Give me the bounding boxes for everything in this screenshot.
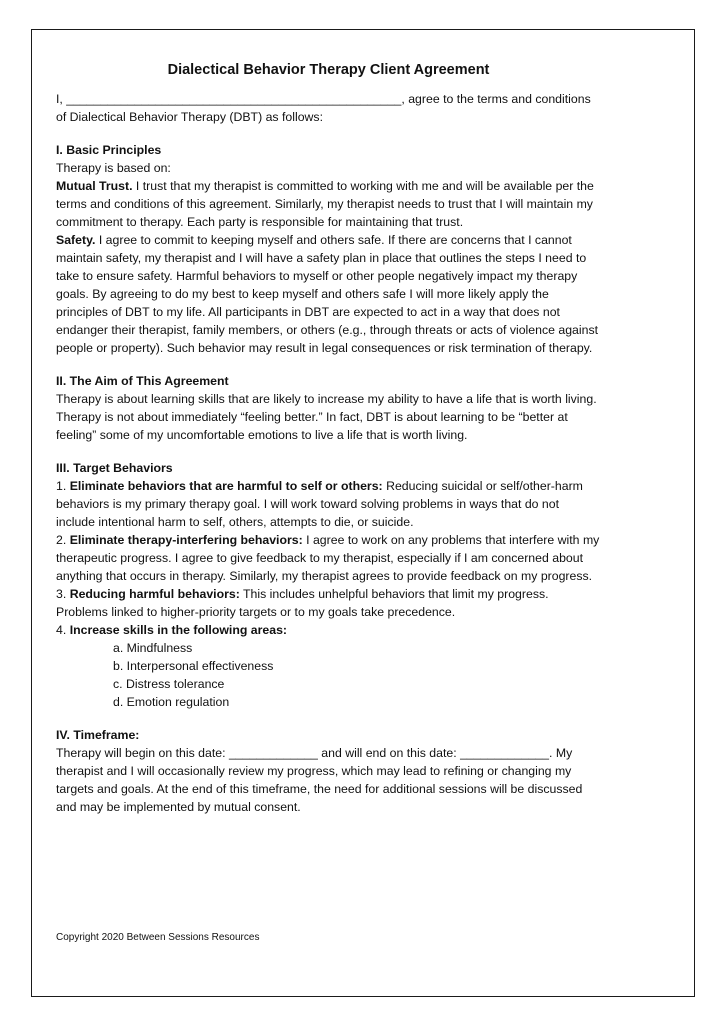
end-date-blank: _____________ xyxy=(460,746,549,760)
end-text: and will end on this date: xyxy=(317,746,461,760)
target-item-3 xyxy=(56,585,601,621)
section-basic-principles xyxy=(56,141,601,357)
document-body xyxy=(56,61,601,816)
section-heading: II. The Aim of This Agreement xyxy=(56,374,229,388)
section-aim xyxy=(56,372,601,444)
safety-paragraph xyxy=(56,231,601,357)
safety-label: Safety. xyxy=(56,233,96,247)
client-name-blank: _________________________________________________ xyxy=(66,92,402,106)
item-text: This includes unhelpful behaviors that limit my progress. Problems linked to higher-priority targets or to my goals take precedence. xyxy=(56,587,549,619)
item-number: 2. xyxy=(56,533,67,547)
intro-paragraph xyxy=(56,90,601,126)
target-item-4 xyxy=(56,621,601,639)
section-heading: I. Basic Principles xyxy=(56,143,162,157)
item-label: Eliminate behaviors that are harmful to self or others: xyxy=(69,479,383,493)
skills-list xyxy=(56,639,601,711)
target-item-1 xyxy=(56,477,601,531)
target-item-2 xyxy=(56,531,601,585)
timeframe-paragraph xyxy=(56,744,601,816)
section-lead: Therapy is based on: xyxy=(56,161,171,175)
document-title: Dialectical Behavior Therapy Client Agreement xyxy=(167,62,490,78)
begin-date-blank: _____________ xyxy=(228,746,318,760)
item-label: Eliminate therapy-interfering behaviors: xyxy=(69,533,303,547)
aim-text: Therapy is about learning skills that are likely to increase my ability to have a life that is worth living. Therapy is not about immediately “feeling better.” In fact, DBT is about learning to be “better at feeling” some of my uncomfortable emotions to live a life that is worth living. xyxy=(56,392,597,442)
item-label: Reducing harmful behaviors: xyxy=(69,587,240,601)
intro-suffix: , agree to the terms and conditions of Dialectical Behavior Therapy (DBT) as follows: xyxy=(56,92,591,124)
item-text: I agree to work on any problems that interfere with my therapeutic progress. I agree to give feedback to my therapist, especially if I am concerned about anything that occurs in therapy. Similarly, my therapist agrees to provide feedback on my progress. xyxy=(56,533,600,583)
skill-item: d. Emotion regulation xyxy=(113,695,230,709)
copyright-footer: Copyright 2020 Between Sessions Resources xyxy=(56,932,260,943)
item-text: Reducing suicidal or self/other-harm behaviors is my primary therapy goal. I will work toward solving problems in ways that do not include intentional harm to self, others, attempts to die, or suicide. xyxy=(56,479,583,529)
safety-text: I agree to commit to keeping myself and others safe. If there are concerns that I cannot maintain safety, my therapist and I will have a safety plan in place that outlines the steps I need to take to ensure safety. Harmful behaviors to myself or other people negatively impact my therapy goals. By agreeing to do my best to keep myself and others safe I will more likely apply the principles of DBT to my life. All participants in DBT are expected to act in a way that does not endanger their therapist, family members, or others (e.g., through threats or acts of violence against people or property). Such behavior may result in legal consequences or risk termination of therapy. xyxy=(56,233,599,355)
item-label: Increase skills in the following areas: xyxy=(69,623,288,637)
mutual-trust-text: I trust that my therapist is committed to working with me and will be available per the terms and conditions of this agreement. Similarly, my therapist needs to trust that I will maintain my commitment to therapy. Each party is responsible for maintaining that trust. xyxy=(56,179,594,229)
mutual-trust-label: Mutual Trust. xyxy=(56,179,133,193)
section-heading: III. Target Behaviors xyxy=(56,461,173,475)
end-punctuation: . xyxy=(548,746,553,760)
skill-item: a. Mindfulness xyxy=(113,641,193,655)
timeframe-rest: My therapist and I will occasionally review my progress, which may lead to refining or changing my targets and goals. At the end of this timeframe, the need for additional sessions will be discussed and may be implemented by mutual consent. xyxy=(56,746,583,814)
skill-item: b. Interpersonal effectiveness xyxy=(113,659,274,673)
section-target-behaviors xyxy=(56,459,601,711)
section-timeframe xyxy=(56,726,601,816)
section-heading: IV. Timeframe: xyxy=(56,728,140,742)
skill-item: c. Distress tolerance xyxy=(113,677,225,691)
begin-text: Therapy will begin on this date: xyxy=(56,746,229,760)
item-number: 1. xyxy=(56,479,67,493)
mutual-trust-paragraph xyxy=(56,177,601,231)
intro-prefix: I, xyxy=(56,92,63,106)
item-number: 4. xyxy=(56,623,67,637)
item-number: 3. xyxy=(56,587,67,601)
